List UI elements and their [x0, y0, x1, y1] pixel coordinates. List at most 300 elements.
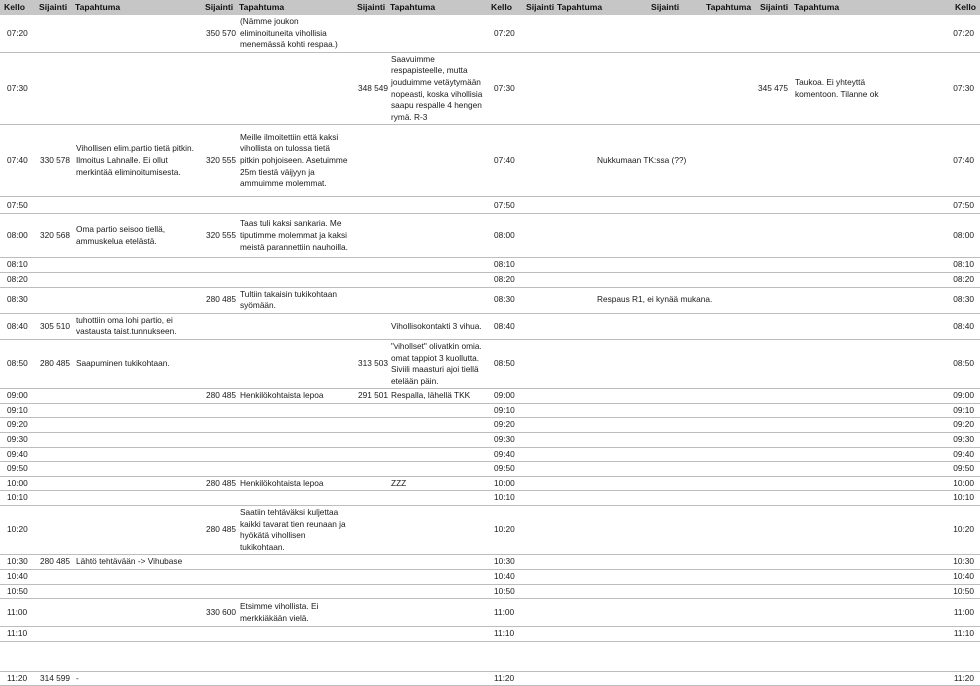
event-cell [386, 125, 487, 197]
location-cell [35, 447, 71, 462]
location-cell [353, 555, 386, 570]
event-cell [790, 555, 899, 570]
event-cell [553, 258, 756, 273]
location-cell: 280 485 [35, 339, 71, 388]
event-cell [790, 339, 899, 388]
header-sijainti: Sijainti [756, 0, 790, 15]
location-cell [522, 462, 553, 477]
time-cell: 10:00 [487, 476, 522, 491]
time-cell: 07:20 [899, 15, 980, 52]
location-cell [353, 125, 386, 197]
time-cell: 08:10 [0, 258, 35, 273]
event-cell [386, 197, 487, 214]
table-row [0, 339, 980, 388]
event-cell [790, 197, 899, 214]
time-cell: 10:30 [899, 555, 980, 570]
event-cell [553, 418, 756, 433]
time-cell: 08:10 [487, 258, 522, 273]
location-cell [756, 125, 790, 197]
location-cell [201, 339, 235, 388]
location-cell [201, 418, 235, 433]
location-cell: 314 599 [35, 671, 71, 686]
location-cell [35, 389, 71, 404]
location-cell [756, 599, 790, 627]
location-cell [522, 197, 553, 214]
event-cell [71, 599, 201, 627]
time-cell: 09:10 [487, 403, 522, 418]
location-cell: 320 555 [201, 214, 235, 258]
location-cell [35, 403, 71, 418]
location-cell [756, 433, 790, 448]
event-cell [386, 671, 487, 686]
header-kello: Kello [487, 0, 522, 15]
event-cell [553, 491, 756, 506]
location-cell: 320 555 [201, 125, 235, 197]
event-cell [553, 599, 756, 627]
table-row [0, 555, 980, 570]
event-cell [553, 555, 756, 570]
event-cell [790, 506, 899, 555]
table-row [0, 403, 980, 418]
time-cell: 09:50 [0, 462, 35, 477]
time-cell: 08:40 [0, 313, 35, 339]
event-cell: Taukoa. Ei yhteyttä komentoon. Tilanne ok [790, 52, 899, 125]
location-cell: 330 578 [35, 125, 71, 197]
table-row [0, 52, 980, 125]
location-cell [522, 599, 553, 627]
time-cell: 10:20 [487, 506, 522, 555]
event-cell [553, 403, 756, 418]
time-cell: 09:00 [0, 389, 35, 404]
event-cell: Vihollisokontakti 3 vihua. [386, 313, 487, 339]
location-cell [353, 403, 386, 418]
location-cell [522, 433, 553, 448]
table-row [0, 447, 980, 462]
location-cell [756, 313, 790, 339]
location-cell [353, 476, 386, 491]
time-cell: 08:30 [0, 287, 35, 313]
header-tapahtuma: Tapahtuma [235, 0, 353, 15]
event-cell [71, 433, 201, 448]
time-cell [487, 641, 522, 671]
location-cell: 350 570 [201, 15, 235, 52]
location-cell [353, 272, 386, 287]
event-cell [386, 462, 487, 477]
table-row [0, 584, 980, 599]
location-cell: 280 485 [201, 287, 235, 313]
event-cell [790, 418, 899, 433]
time-cell: 11:00 [899, 599, 980, 627]
event-cell [71, 389, 201, 404]
time-cell: 07:40 [899, 125, 980, 197]
location-cell [201, 272, 235, 287]
time-cell [0, 641, 35, 671]
location-cell [35, 418, 71, 433]
location-cell [522, 389, 553, 404]
header-tapahtuma: Tapahtuma [71, 0, 201, 15]
event-cell [235, 462, 353, 477]
event-cell [553, 272, 756, 287]
location-cell [756, 214, 790, 258]
time-cell: 09:20 [0, 418, 35, 433]
event-cell [790, 627, 899, 642]
table-row [0, 125, 980, 197]
event-cell: Vihollisen elim.partio tietä pitkin. Ilmoitus Lahnalle. Ei ollut merkintää eliminoitumisesta. [71, 125, 201, 197]
location-cell [522, 447, 553, 462]
event-cell: Saatiin tehtäväksi kuljettaa kaikki tavarat tien reunaan ja hyökätä vihollisen tukikohtaan. [235, 506, 353, 555]
location-cell [756, 491, 790, 506]
event-cell [71, 641, 201, 671]
location-cell [35, 491, 71, 506]
header-sijainti: Sijainti [201, 0, 235, 15]
time-cell: 08:50 [487, 339, 522, 388]
event-cell [235, 403, 353, 418]
time-cell: 10:40 [899, 570, 980, 585]
time-cell: 09:40 [487, 447, 522, 462]
location-cell [35, 641, 71, 671]
event-cell [790, 287, 899, 313]
event-cell [235, 197, 353, 214]
location-cell [756, 570, 790, 585]
location-cell [353, 287, 386, 313]
header-kello: Kello [899, 0, 980, 15]
location-cell [353, 491, 386, 506]
event-cell: (Nämme joukon eliminoituneita vihollisia menemässä kohti respaa.) [235, 15, 353, 52]
location-cell [522, 214, 553, 258]
location-cell [35, 258, 71, 273]
event-cell [386, 403, 487, 418]
time-cell [899, 641, 980, 671]
time-cell: 08:50 [899, 339, 980, 388]
event-cell: "vihollset" olivatkin omia. omat tappiot 3 kuollutta. Siviili maasturi ajoi tiellä etelään päin. [386, 339, 487, 388]
event-cell [790, 125, 899, 197]
time-cell: 08:30 [899, 287, 980, 313]
location-cell [353, 506, 386, 555]
time-cell: 09:40 [899, 447, 980, 462]
table-row [0, 433, 980, 448]
event-cell [71, 418, 201, 433]
time-cell: 09:50 [487, 462, 522, 477]
location-cell [353, 418, 386, 433]
location-cell [35, 627, 71, 642]
location-cell [756, 476, 790, 491]
location-cell [522, 258, 553, 273]
time-cell: 07:30 [0, 52, 35, 125]
event-cell [386, 555, 487, 570]
time-cell: 08:10 [899, 258, 980, 273]
location-cell [201, 570, 235, 585]
time-cell: 10:50 [0, 584, 35, 599]
time-cell: 07:50 [899, 197, 980, 214]
event-cell [71, 52, 201, 125]
event-cell [71, 258, 201, 273]
table-row [0, 272, 980, 287]
event-cell: Saapuminen tukikohtaan. [71, 339, 201, 388]
time-cell: 09:30 [0, 433, 35, 448]
event-cell [790, 272, 899, 287]
location-cell [201, 403, 235, 418]
event-cell [386, 491, 487, 506]
time-cell: 10:20 [0, 506, 35, 555]
location-cell [201, 433, 235, 448]
table-row [0, 506, 980, 555]
location-cell [756, 584, 790, 599]
header-sijainti: Sijainti [650, 2, 680, 12]
event-cell [235, 52, 353, 125]
time-cell: 07:30 [487, 52, 522, 125]
event-cell: Respaus R1, ei kynää mukana. [553, 287, 756, 313]
event-cell [553, 627, 756, 642]
time-cell: 09:30 [899, 433, 980, 448]
time-cell: 10:00 [0, 476, 35, 491]
event-cell [553, 15, 756, 52]
time-cell: 10:10 [0, 491, 35, 506]
location-cell: 320 568 [35, 214, 71, 258]
event-cell [386, 214, 487, 258]
location-cell [353, 627, 386, 642]
time-cell: 07:40 [0, 125, 35, 197]
event-cell: Tultiin takaisin tukikohtaan syömään. [235, 287, 353, 313]
event-cell [71, 272, 201, 287]
time-cell: 11:10 [0, 627, 35, 642]
header-sijainti: Sijainti [35, 0, 71, 15]
event-cell [71, 570, 201, 585]
header-sijainti: Sijainti [522, 0, 553, 15]
location-cell [756, 197, 790, 214]
time-cell: 10:40 [487, 570, 522, 585]
location-cell [35, 287, 71, 313]
location-cell: 280 485 [201, 476, 235, 491]
header-row [0, 0, 980, 15]
event-cell [71, 447, 201, 462]
event-cell [790, 214, 899, 258]
location-cell [201, 197, 235, 214]
location-cell [522, 287, 553, 313]
location-cell: 291 501 [353, 389, 386, 404]
location-cell [756, 389, 790, 404]
event-cell: Henkilökohtaista lepoa [235, 389, 353, 404]
time-cell: 08:00 [487, 214, 522, 258]
table-row [0, 641, 980, 671]
event-cell [790, 403, 899, 418]
time-cell: 09:30 [487, 433, 522, 448]
location-cell [522, 272, 553, 287]
table-row [0, 671, 980, 686]
location-cell: 305 510 [35, 313, 71, 339]
event-cell [386, 641, 487, 671]
event-cell [553, 476, 756, 491]
location-cell [201, 258, 235, 273]
location-cell [201, 671, 235, 686]
time-cell: 08:00 [899, 214, 980, 258]
event-cell [235, 570, 353, 585]
location-cell [756, 418, 790, 433]
location-cell [756, 287, 790, 313]
location-cell [201, 52, 235, 125]
event-cell [790, 433, 899, 448]
header-tapahtuma: Tapahtuma [790, 0, 899, 15]
time-cell: 10:30 [487, 555, 522, 570]
event-cell [235, 491, 353, 506]
time-cell: 10:10 [899, 491, 980, 506]
location-cell: 348 549 [353, 52, 386, 125]
location-cell [522, 52, 553, 125]
event-cell: Respalla, lähellä TKK [386, 389, 487, 404]
time-cell: 08:30 [487, 287, 522, 313]
location-cell [756, 272, 790, 287]
event-cell: Oma partio seisoo tiellä, ammuskelua etelästä. [71, 214, 201, 258]
location-cell: 280 485 [201, 389, 235, 404]
event-cell [553, 433, 756, 448]
header-tapahtuma: Tapahtuma [557, 2, 603, 12]
event-cell [790, 584, 899, 599]
location-cell [756, 555, 790, 570]
location-cell [35, 197, 71, 214]
event-cell [553, 339, 756, 388]
location-cell: 330 600 [201, 599, 235, 627]
location-cell [353, 671, 386, 686]
location-cell [522, 671, 553, 686]
location-cell [35, 506, 71, 555]
time-cell: 11:20 [899, 671, 980, 686]
location-cell [201, 313, 235, 339]
event-cell [790, 15, 899, 52]
event-cell [790, 447, 899, 462]
location-cell [353, 641, 386, 671]
event-cell: ZZZ [386, 476, 487, 491]
event-cell [235, 258, 353, 273]
event-cell [386, 258, 487, 273]
event-cell [235, 418, 353, 433]
location-cell: 280 485 [35, 555, 71, 570]
time-cell: 10:40 [0, 570, 35, 585]
time-cell: 08:20 [899, 272, 980, 287]
event-cell [71, 403, 201, 418]
location-cell [201, 491, 235, 506]
time-cell: 10:00 [899, 476, 980, 491]
event-cell [235, 555, 353, 570]
table-row [0, 599, 980, 627]
event-cell [235, 313, 353, 339]
event-cell [553, 214, 756, 258]
event-cell [386, 506, 487, 555]
location-cell [35, 462, 71, 477]
event-cell [790, 313, 899, 339]
location-cell [756, 339, 790, 388]
location-cell [353, 15, 386, 52]
location-cell [756, 462, 790, 477]
event-cell [235, 339, 353, 388]
time-cell: 07:20 [487, 15, 522, 52]
location-cell [522, 125, 553, 197]
location-cell [756, 627, 790, 642]
table-row [0, 491, 980, 506]
event-cell [553, 584, 756, 599]
time-cell: 08:20 [0, 272, 35, 287]
location-cell [201, 627, 235, 642]
location-cell [756, 258, 790, 273]
event-cell [790, 462, 899, 477]
event-cell [553, 641, 756, 671]
event-cell [235, 584, 353, 599]
location-cell [353, 313, 386, 339]
table-row [0, 313, 980, 339]
event-cell [71, 15, 201, 52]
event-cell [235, 272, 353, 287]
time-cell: 10:10 [487, 491, 522, 506]
location-cell [353, 584, 386, 599]
location-cell [201, 462, 235, 477]
table-row [0, 15, 980, 52]
event-cell [790, 599, 899, 627]
event-cell [235, 627, 353, 642]
location-cell [35, 599, 71, 627]
header-tapahtuma: Tapahtuma [386, 0, 487, 15]
time-cell: 09:20 [899, 418, 980, 433]
event-cell [386, 570, 487, 585]
event-cell [553, 671, 756, 686]
location-cell [522, 313, 553, 339]
event-cell [553, 570, 756, 585]
location-cell [756, 447, 790, 462]
location-cell [353, 258, 386, 273]
location-cell [35, 52, 71, 125]
event-cell [553, 506, 756, 555]
event-cell: Saavuimme respapisteelle, mutta jouduimme vetäytymään nopeasti, koska vihollisia saapu respalle 4 hengen rymä. R-3 [386, 52, 487, 125]
table-row [0, 287, 980, 313]
location-cell [35, 15, 71, 52]
location-cell [756, 15, 790, 52]
time-cell: 09:50 [899, 462, 980, 477]
location-cell [522, 403, 553, 418]
time-cell: 11:20 [487, 671, 522, 686]
location-cell [522, 506, 553, 555]
time-cell: 09:10 [0, 403, 35, 418]
location-cell [522, 627, 553, 642]
event-cell: Meille ilmoitettiin että kaksi vihollista on tulossa tietä pitkin pohjoiseen. Asetuimme 25m tiestä väijyyn ja ammuimme molemmat. [235, 125, 353, 197]
table-row [0, 389, 980, 404]
location-cell [353, 570, 386, 585]
time-cell: 07:30 [899, 52, 980, 125]
table-row [0, 258, 980, 273]
table-row [0, 476, 980, 491]
event-cell [386, 287, 487, 313]
location-cell [756, 403, 790, 418]
event-cell [386, 433, 487, 448]
event-cell [386, 627, 487, 642]
table-row [0, 418, 980, 433]
event-cell [553, 447, 756, 462]
header-sijainti: Sijainti [353, 0, 386, 15]
header-kello: Kello [0, 0, 35, 15]
location-cell [201, 555, 235, 570]
time-cell: 09:20 [487, 418, 522, 433]
location-cell [35, 476, 71, 491]
location-cell [522, 641, 553, 671]
time-cell: 11:10 [487, 627, 522, 642]
time-cell: 11:00 [0, 599, 35, 627]
location-cell [522, 584, 553, 599]
time-cell: 11:00 [487, 599, 522, 627]
location-cell [353, 197, 386, 214]
event-cell: Lähtö tehtävään -> Vihubase [71, 555, 201, 570]
event-cell [790, 671, 899, 686]
location-cell [201, 584, 235, 599]
location-cell [522, 339, 553, 388]
event-cell [71, 491, 201, 506]
header-tapahtuma: Tapahtuma [705, 2, 752, 12]
event-cell [71, 476, 201, 491]
